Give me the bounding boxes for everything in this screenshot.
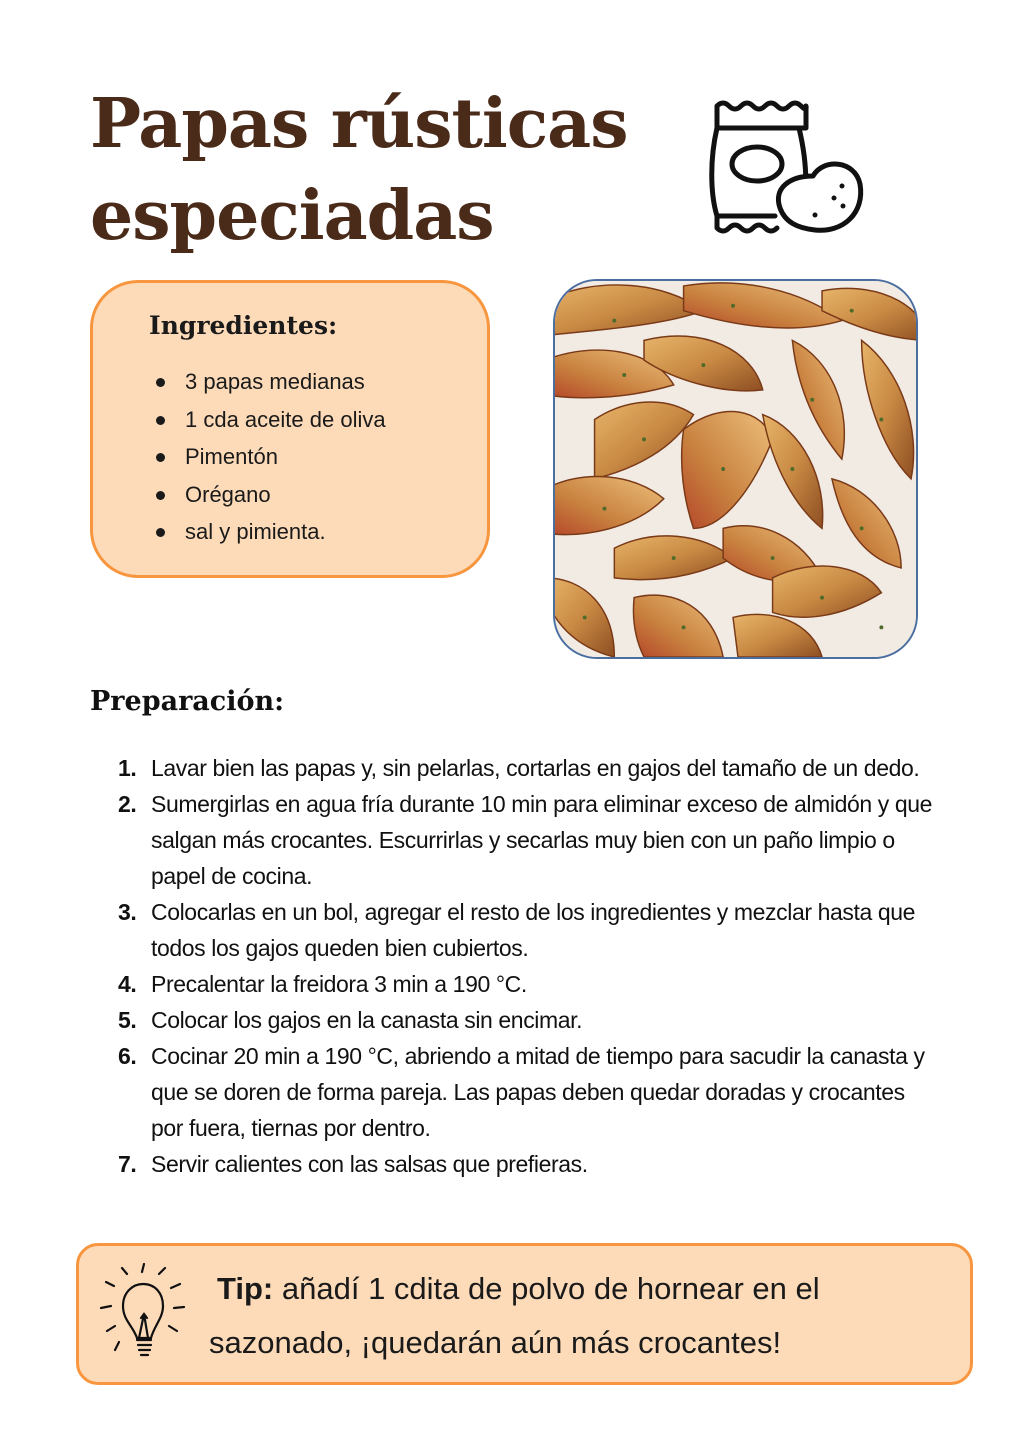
- step-item: [118, 1146, 938, 1182]
- step-number: 4.: [118, 971, 137, 997]
- preparation-steps: [118, 750, 938, 1182]
- ingredients-box: [90, 280, 490, 578]
- recipe-title-line-2: especiadas: [90, 176, 494, 256]
- step-text: Lavar bien las papas y, sin pelarlas, cortarlas en gajos del tamaño de un dedo.: [151, 755, 920, 781]
- step-item: [118, 786, 938, 894]
- ingredient-item: 3 papas medianas: [153, 363, 386, 401]
- step-text: Cocinar 20 min a 190 °C, abriendo a mitad de tiempo para sacudir la canasta y que se doren de forma pareja. Las papas deben quedar doradas y crocantes por fuera, tiernas por dentro.: [151, 1043, 925, 1141]
- ingredient-item: sal y pimienta.: [153, 513, 386, 551]
- ingredient-item: 1 cda aceite de oliva: [153, 401, 386, 439]
- step-item: [118, 1038, 938, 1146]
- step-item: [118, 894, 938, 966]
- step-item: [118, 1002, 938, 1038]
- step-text: Sumergirlas en agua fría durante 10 min para eliminar exceso de almidón y que salgan más crocantes. Escurrirlas y secarlas muy bien con un paño limpio o papel de cocina.: [151, 791, 933, 889]
- step-text: Colocarlas en un bol, agregar el resto de los ingredientes y mezclar hasta que todos los gajos queden bien cubiertos.: [151, 899, 916, 961]
- step-number: 1.: [118, 755, 137, 781]
- step-number: 2.: [118, 791, 137, 817]
- tip-text: añadí 1 cdita de polvo de hornear en el sazonado, ¡quedarán aún más crocantes!: [209, 1271, 820, 1360]
- step-number: 5.: [118, 1007, 137, 1033]
- step-text: Precalentar la freidora 3 min a 190 °C.: [151, 971, 527, 997]
- tip-box: [76, 1243, 973, 1385]
- step-number: 3.: [118, 899, 137, 925]
- ingredient-item: Pimentón: [153, 438, 386, 476]
- step-number: 7.: [118, 1151, 137, 1177]
- potato-wedges-photo: [553, 279, 918, 659]
- step-item: [118, 966, 938, 1002]
- tip-text-block: [209, 1262, 949, 1370]
- ingredients-list: [153, 363, 386, 551]
- step-text: Colocar los gajos en la canasta sin encimar.: [151, 1007, 583, 1033]
- step-item: [118, 750, 938, 786]
- lightbulb-icon: [97, 1260, 189, 1370]
- preparation-heading: Preparación:: [90, 686, 285, 717]
- step-text: Servir calientes con las salsas que prefieras.: [151, 1151, 588, 1177]
- chips-bag-potato-icon: [705, 98, 870, 243]
- tip-label: Tip:: [217, 1271, 274, 1306]
- recipe-title: [90, 78, 627, 262]
- ingredient-item: Orégano: [153, 476, 386, 514]
- step-number: 6.: [118, 1043, 137, 1069]
- recipe-title-line-1: Papas rústicas: [90, 84, 628, 164]
- ingredients-heading: Ingredientes:: [149, 311, 338, 340]
